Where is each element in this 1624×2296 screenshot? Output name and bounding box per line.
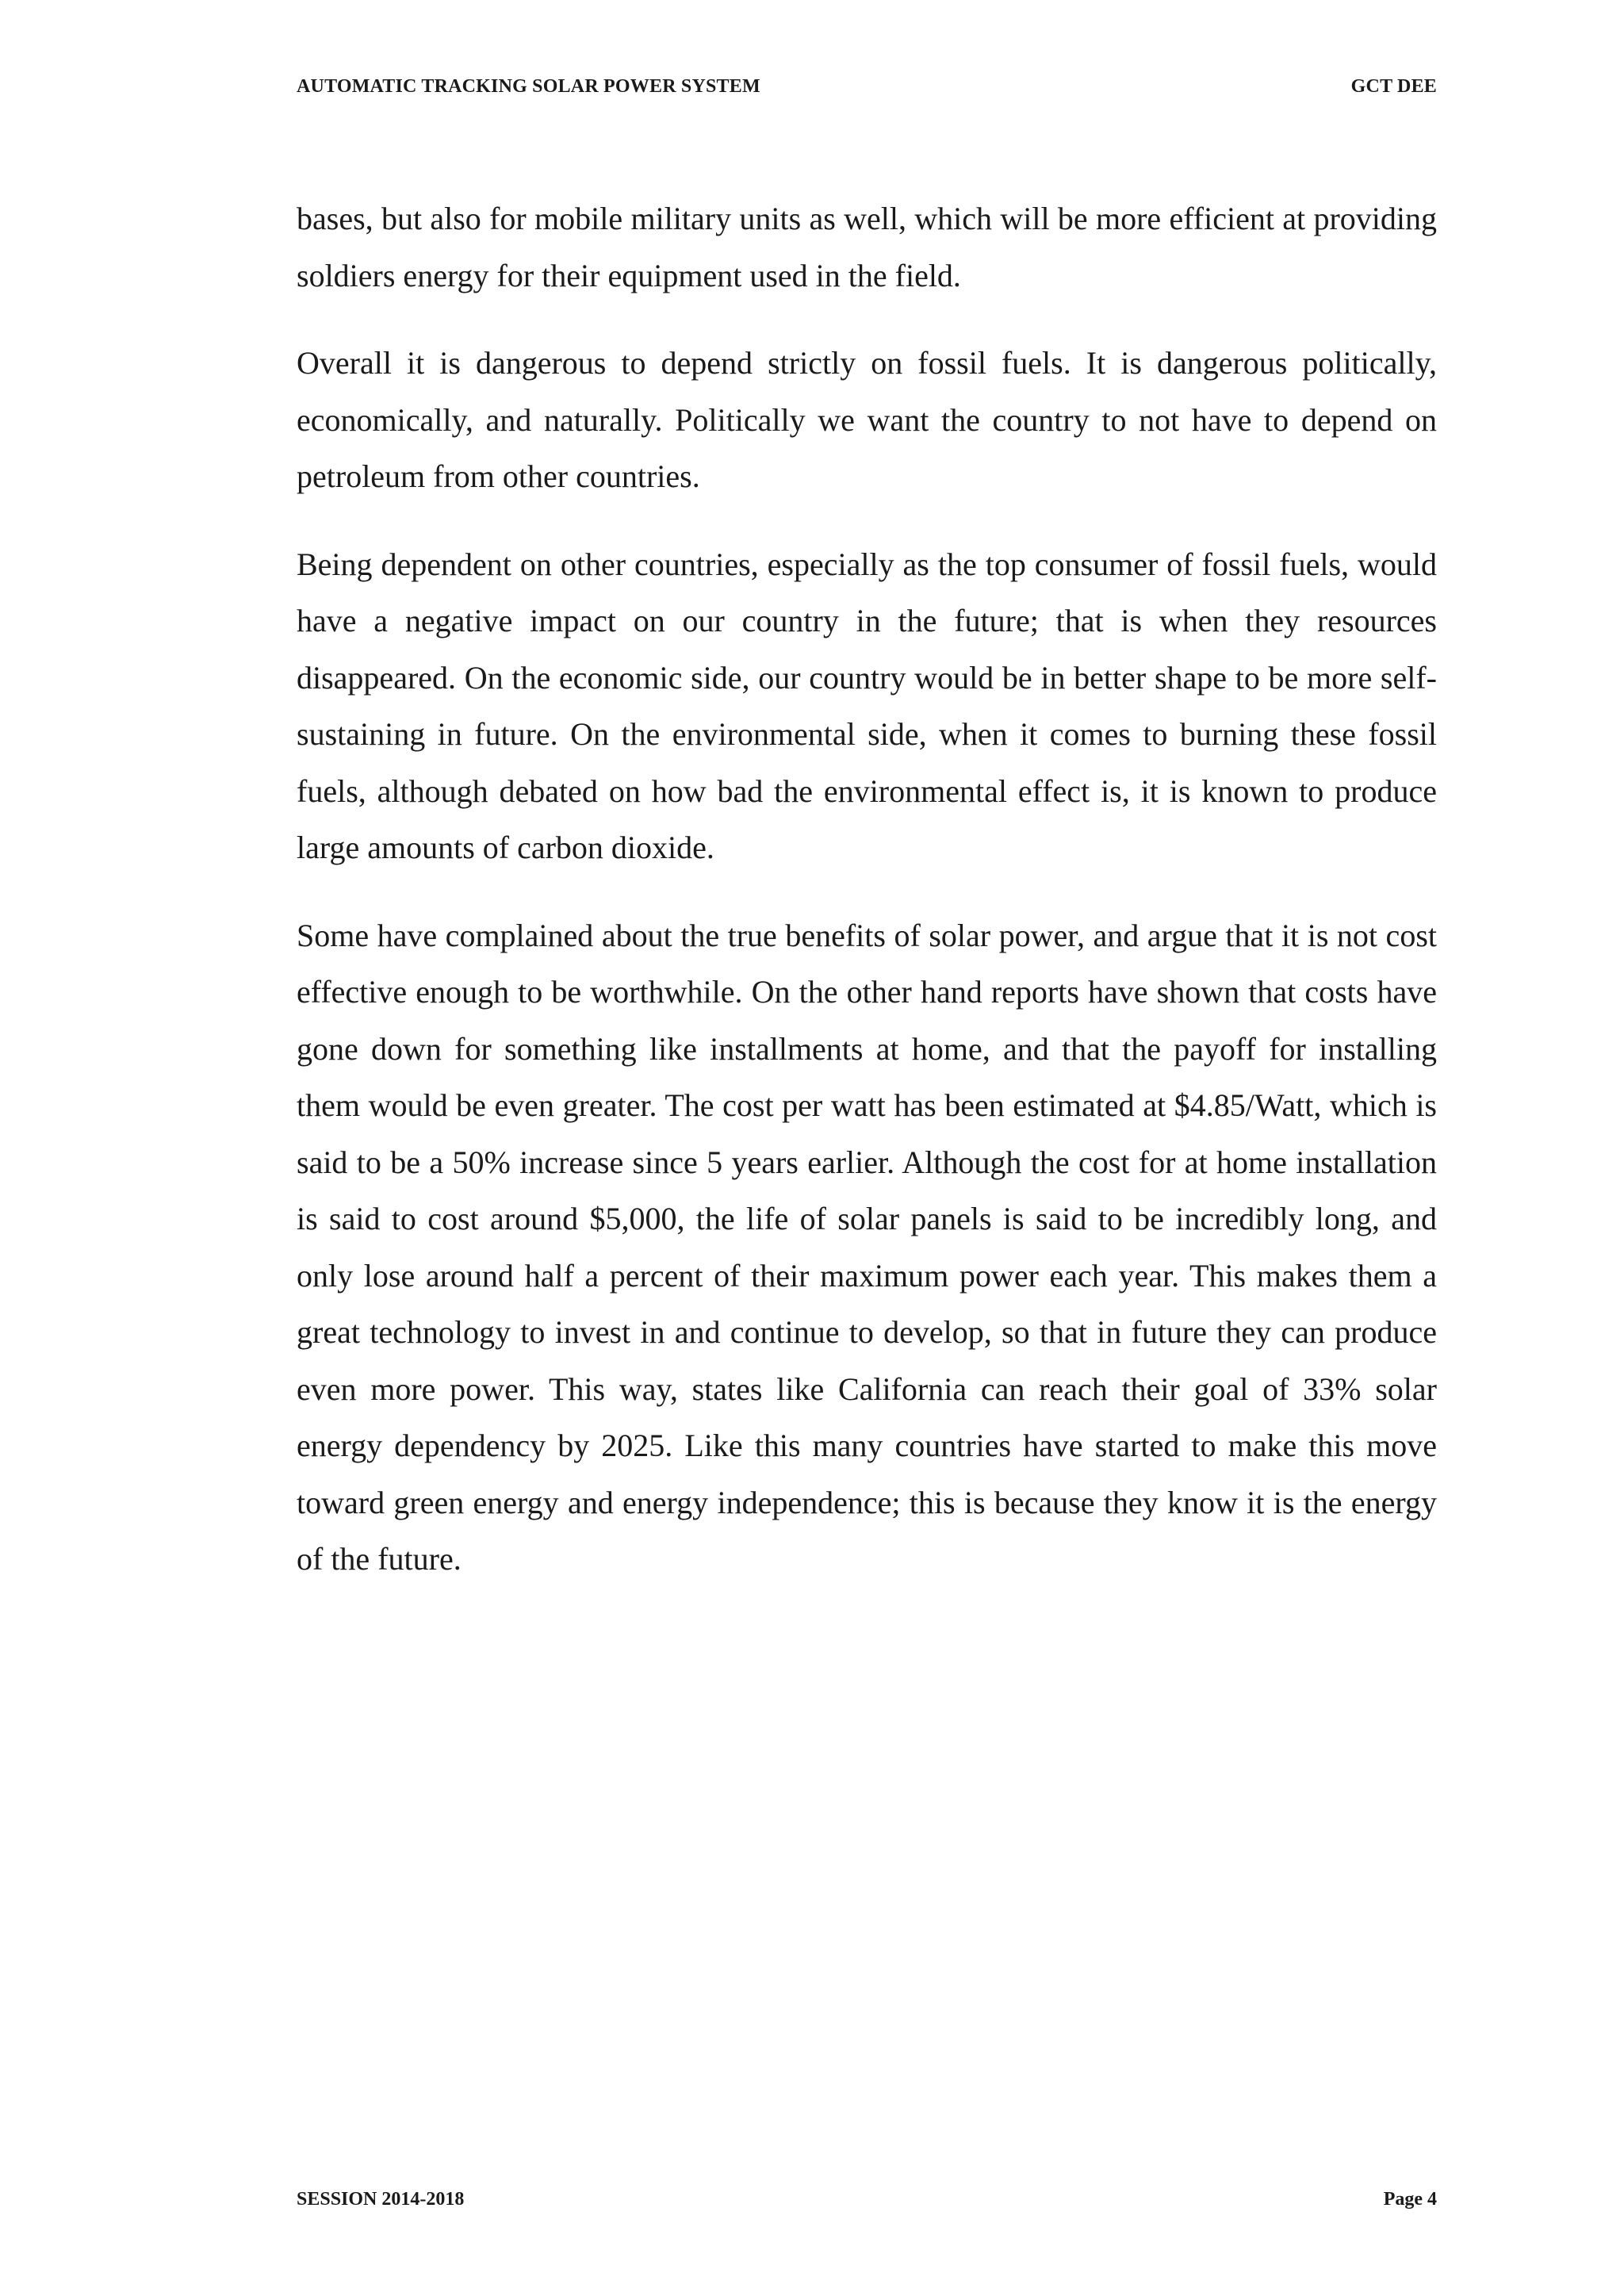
paragraph: Overall it is dangerous to depend strictly on fossil fuels. It is dangerous politically, economically, and naturally. Politically we want the country to not have to depend on petroleum from other countries. [297,345,1437,494]
page-body [297,190,1437,1619]
paragraph: Some have complained about the true benefits of solar power, and argue that it is not cost effective enough to be worthwhile. On the other hand reports have shown that costs have gone down for something like installments at home, and that the payoff for installing them would be even greater. The cost per watt has been estimated at $4.85/Watt, which is said to be a 50% increase since 5 years earlier. Although the cost for at home installation is said to cost around $5,000, the life of solar panels is said to be incredibly long, and only lose around half a percent of their maximum power each year. This makes them a great technology to invest in and continue to develop, so that in future they can produce even more power. This way, states like California can reach their goal of 33% solar energy dependency by 2025. Like this many countries have started to make this move toward green energy and energy independence; this is because they know it is the energy of the future. [297,917,1437,1577]
page-header [297,76,1437,98]
document-title: AUTOMATIC TRACKING SOLAR POWER SYSTEM [297,76,760,97]
paragraph: Being dependent on other countries, especially as the top consumer of fossil fuels, would have a negative impact on our country in the future; that is when they resources disappeared. On the economic side, our country would be in better shape to be more self-sustaining in future. On the environmental side, when it comes to burning these fossil fuels, although debated on how bad the environmental effect is, it is known to produce large amounts of carbon dioxide. [297,546,1437,865]
paragraph: bases, but also for mobile military units as well, which will be more efficient at providing soldiers energy for their equipment used in the field. [297,201,1437,293]
page-number: Page 4 [1383,2189,1437,2210]
department-label: GCT DEE [1350,76,1437,97]
page-footer [297,2189,1437,2210]
session-label: SESSION 2014-2018 [297,2189,465,2210]
